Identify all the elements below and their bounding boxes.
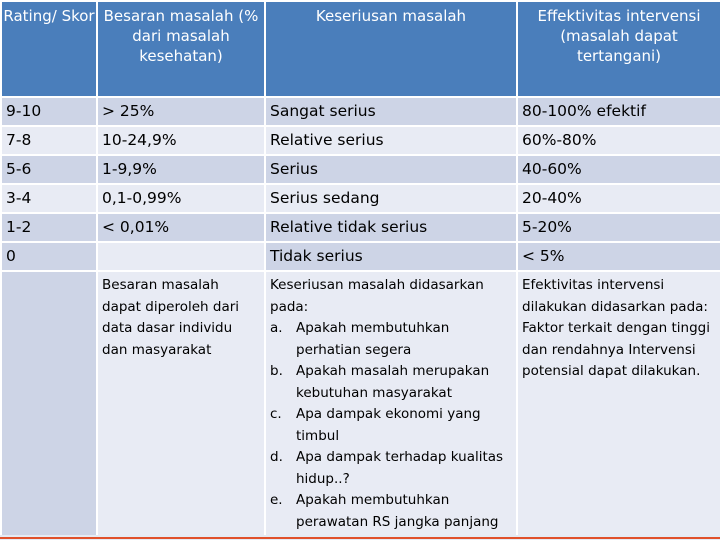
table-row xyxy=(1,97,720,126)
table-row xyxy=(1,213,720,242)
cell-besaran xyxy=(97,242,265,271)
footer-accent-line xyxy=(0,537,720,539)
notes-keseriusan-intro: Keseriusan masalah didasarkan pada: xyxy=(270,277,484,315)
cell-besaran: 10-24,9% xyxy=(97,126,265,155)
cell-keseriusan: Serius sedang xyxy=(265,184,517,213)
cell-keseriusan: Relative tidak serius xyxy=(265,213,517,242)
cell-skor: 5-6 xyxy=(1,155,97,184)
header-row xyxy=(1,1,720,97)
cell-keseriusan: Sangat serius xyxy=(265,97,517,126)
cell-besaran: 1-9,9% xyxy=(97,155,265,184)
cell-skor: 0 xyxy=(1,242,97,271)
table-row xyxy=(1,126,720,155)
header-rating: Rating/ Skor xyxy=(1,1,97,97)
cell-skor: 7-8 xyxy=(1,126,97,155)
table-row xyxy=(1,242,720,271)
list-item: b. Apakah masalah merupakan kebutuhan masyarakat xyxy=(270,363,490,401)
cell-efektivitas: 20-40% xyxy=(517,184,720,213)
cell-besaran: < 0,01% xyxy=(97,213,265,242)
keseriusan-criteria-list xyxy=(270,318,512,533)
cell-efektivitas: 40-60% xyxy=(517,155,720,184)
list-item: c. Apa dampak ekonomi yang timbul xyxy=(270,406,481,444)
cell-skor: 9-10 xyxy=(1,97,97,126)
notes-keseriusan xyxy=(265,271,517,538)
cell-besaran: 0,1-0,99% xyxy=(97,184,265,213)
list-item: a. Apakah membutuhkan perhatian segera xyxy=(270,320,450,358)
list-item: e. Apakah membutuhkan perawatan RS jangka panjang xyxy=(270,492,499,530)
cell-efektivitas: 80-100% efektif xyxy=(517,97,720,126)
cell-keseriusan: Serius xyxy=(265,155,517,184)
notes-row xyxy=(1,271,720,538)
cell-skor: 1-2 xyxy=(1,213,97,242)
cell-efektivitas: < 5% xyxy=(517,242,720,271)
header-keseriusan: Keseriusan masalah xyxy=(265,1,517,97)
notes-empty-cell xyxy=(1,271,97,538)
table-row xyxy=(1,184,720,213)
table-row xyxy=(1,155,720,184)
header-besaran: Besaran masalah (% dari masalah kesehatan) xyxy=(97,1,265,97)
cell-besaran: > 25% xyxy=(97,97,265,126)
list-item: d. Apa dampak terhadap kualitas hidup..? xyxy=(270,449,504,487)
header-efektivitas: Effektivitas intervensi (masalah dapat tertangani) xyxy=(517,1,720,97)
notes-efektivitas: Efektivitas intervensi dilakukan didasarkan pada: Faktor terkait dengan tinggi dan rendahnya Intervensi potensial dapat dilakukan. xyxy=(517,271,720,538)
cell-efektivitas: 60%-80% xyxy=(517,126,720,155)
cell-keseriusan: Relative serius xyxy=(265,126,517,155)
notes-besaran: Besaran masalah dapat diperoleh dari data dasar individu dan masyarakat xyxy=(97,271,265,538)
cell-keseriusan: Tidak serius xyxy=(265,242,517,271)
cell-efektivitas: 5-20% xyxy=(517,213,720,242)
cell-skor: 3-4 xyxy=(1,184,97,213)
